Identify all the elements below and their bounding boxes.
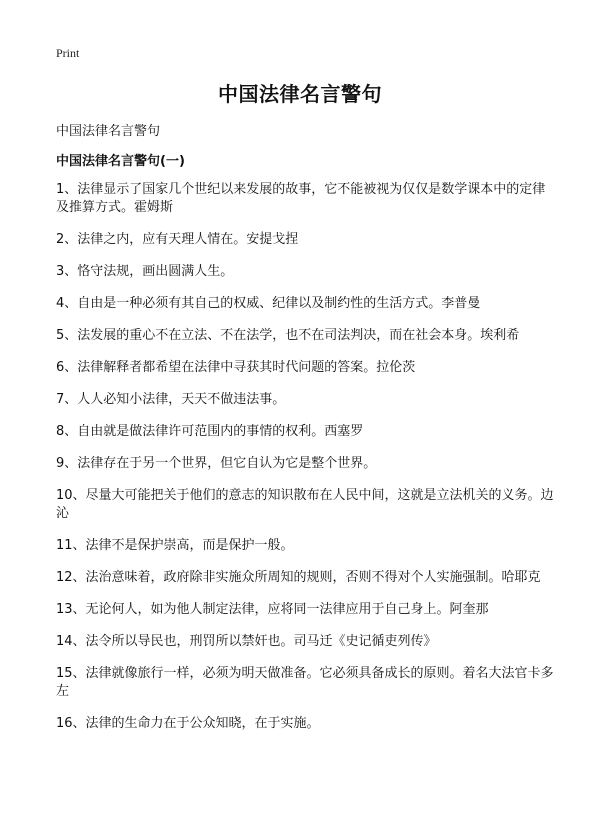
quote-list	[56, 181, 556, 747]
quote-item: 8、自由就是做法律许可范围内的事情的权利。西塞罗	[56, 424, 364, 439]
quote-item: 2、法律之内，应有天理人情在。安提戈捏	[56, 232, 299, 247]
quote-item: 7、人人必知小法律，天天不做违法事。	[56, 392, 286, 407]
quote-item: 5、法发展的重心不在立法、不在法学，也不在司法判决，而在社会本身。埃利希	[56, 328, 520, 343]
quote-item: 16、法律的生命力在于公众知晓，在于实施。	[56, 716, 320, 731]
page-title: 中国法律名言警句	[218, 82, 382, 106]
print-link[interactable]: Print	[56, 46, 80, 60]
quote-item: 9、法律存在于另一个世界，但它自认为它是整个世界。	[56, 456, 377, 471]
document-subtitle: 中国法律名言警句	[56, 124, 161, 139]
quote-item: 12、法治意味着，政府除非实施众所周知的规则，否则不得对个人实施强制。哈耶克	[56, 570, 541, 585]
quote-item: 6、法律解释者都希望在法律中寻获其时代问题的答案。拉伦茨	[56, 360, 416, 375]
quote-item: 11、法律不是保护崇高，而是保护一般。	[56, 538, 294, 553]
quote-item: 14、法令所以导民也，刑罚所以禁奸也。司马迁《史记循吏列传》	[56, 634, 437, 649]
quote-item: 15、法律就像旅行一样，必须为明天做准备。它必须具备成长的原则。着名大法官卡多左	[56, 666, 554, 699]
quote-item: 4、自由是一种必须有其自己的权威、纪律以及制约性的生活方式。李普曼	[56, 296, 481, 311]
quote-item: 3、恪守法规，画出圆满人生。	[56, 264, 234, 279]
quote-item: 1、法律显示了国家几个世纪以来发展的故事，它不能被视为仅仅是数学课本中的定律及推算方式。霍姆斯	[56, 182, 546, 215]
quote-item: 13、无论何人，如为他人制定法律，应将同一法律应用于自己身上。阿奎那	[56, 602, 489, 617]
section-heading: 中国法律名言警句(一)	[56, 154, 185, 169]
quote-item: 10、尽量大可能把关于他们的意志的知识散布在人民中间，这就是立法机关的义务。边沁	[56, 488, 554, 521]
